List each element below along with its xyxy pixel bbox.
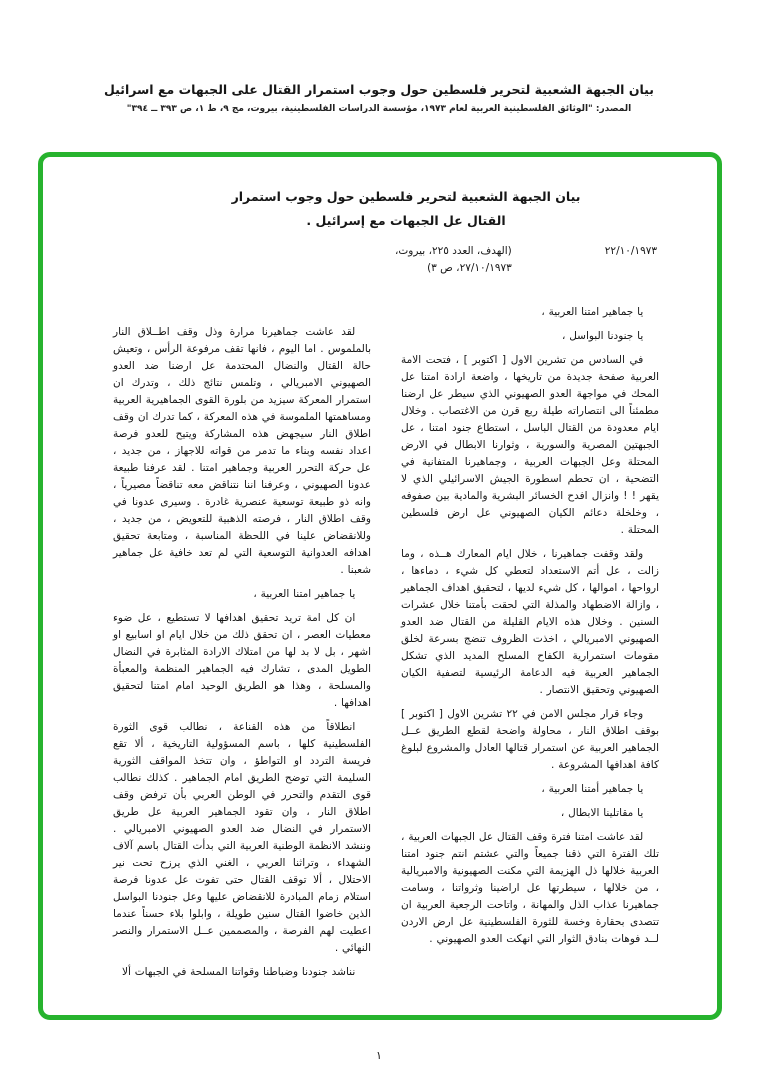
paragraph: لقد عاشت جماهيرنا مرارة وذل وقف اطــلاق النار بالملموس . اما اليوم ، فانها تقف مرفوعة الرأس ، وتعيش حالة القتال والنضال المحتدمة عل ارضنا ضد العدو الصهيوني الامبريالي ، وتلمس نتائج ذلك ، وتدرك ان استمرار المعركة سيزيد من بلورة القوى الجماهيرية العربية ومساهمتها الملموسة في هذه المعركة ، كما تدرك ان وقف اطلاق النار سيجهض هذه المشاركة ويتيح للعدو فرصة اعداد نفسه وبناء ما تدمر من قواته للاجهاز ، من جديد ، عل حركة التحرر العربية وجماهير امتنا . لقد عرفنا طبيعة عدونا الصهيوني ، وعرفنا اننا نتناقض معه تناقضاً مصيرياً ، وانه ذو طبيعة توسعية عنصرية غادرة . وسيرى عدونا في وقف اطلاق النار ، فرصته الذهبية للتعويض ، من جديد ، وللانقضاض علينا في اللحظة المناسبة ، ومتابعة تحقيق اهدافه العدوانية التوسعية التي لم تعد خافية عل جماهير شعبنا .	[113, 326, 371, 577]
paragraph: نناشد جنودنا وضباطنا وقواتنا المسلحة في الجبهات ألا	[122, 966, 356, 979]
paragraph: لقد عاشت امتنا فترة وقف القتال عل الجبهات العربية ، تلك الفترة التي ذقنا جميعاً والتي عشتم انتم جنود امتنا العربية خلالها ذل الهزيمة التي مكنت الصهيونية والامبريالية ، من خلالها ، سيطرتها عل اراضينا وثرواتنا ، وسامت جماهيرنا عذاب الذل والمهانة ، واتاحت الرجعية العربية ان تتصدى بحقارة وخسة للثورة الفلسطينية عل ارض الاردن لــد فوهات بنادق الثوار التي انهكت العدو الصهيوني .	[401, 831, 659, 946]
publication-citation	[395, 243, 512, 279]
date-row	[395, 243, 657, 279]
heading-line-2: القتال عل الجبهات مع إسرائيل .	[306, 212, 506, 228]
paragraph: يا مقاتلينا الابطال ،	[560, 807, 644, 820]
paragraph: انطلاقاً من هذه القناعة ، نطالب قوى الثورة الفلسطينية كلها ، باسم المسؤولية التاريخية ، ألا تقع فريسة التردد او التواطؤ ، وان تتخذ المواقف الثورية السليمة التي توضح الطريق امام الجماهير . كذلك نطالب قوى التقدم والتحرر في الوطن العربي بأن ترفض وقف اطلاق النار ، وان تقود الجماهير العربية عل طريق الاستمرار في النضال ضد العدو الصهيوني الامبريالي . وننشد الانظمة الوطنية العربية التي بدأت القتال باسم آلاف الشهداء ، وتراثنا العربي ، الغني الذي يرزح تحت نير الاحتلال ، ألا توقف القتال حتى تفوت عل عدونا فرصة استلام زمام المبادرة للانقضاض عليها وعل جنودنا البواسل الذين خاضوا القتال سنين طويلة ، وابلوا بلاء حسناً عندما اعطيت لهم الفرصة ، والمصممين عــل الاستمرار والنصر النهائي .	[113, 721, 371, 955]
paragraph: يا جماهير امتنا العربية ،	[253, 588, 356, 601]
paragraph: ان كل امة تريد تحقيق اهدافها لا تستطيع ، عل ضوء معطيات العصر ، ان تحقق ذلك من خلال ايام او اسابيع او اشهر ، بل لا بد لها من امتلاك الارادة المثابرة في النضال الطويل المدى ، تشارك فيه الجماهير المنظمة والمعبأة والمسلحة ، وهذا هو الطريق الوحيد امام امتنا لتحقيق اهدافها .	[113, 612, 371, 710]
source-citation: المصدر: "الوثائق الفلسطينية العربية لعام ١٩٧٣، مؤسسة الدراسات الفلسطينية، بيروت، مج ٩، ط ١، ص ٣٩٣ ــ ٣٩٤"	[126, 104, 632, 114]
column-right	[401, 304, 659, 988]
paragraph: يا جنودنا البواسل ،	[561, 330, 644, 343]
page-number: ١	[376, 1049, 382, 1062]
text-columns	[113, 304, 659, 988]
document-title: بيان الجبهة الشعبية لتحرير فلسطين حول وجوب استمرار القتال على الجبهات مع اسرائيل	[104, 82, 654, 97]
paragraph: وجاء قرار مجلس الامن في ٢٢ تشرين الاول [ اكتوبر ] بوقف اطلاق النار ، محاولة واضحة لقطع الطريق عــل الجماهير العربية عن استمرار قتالها العادل والمشروع لبلوغ كافة اهدافها المشروعة .	[401, 708, 659, 772]
document-date: ٢٢/١٠/١٩٧٣	[604, 244, 657, 257]
paragraph: يا جماهير أمتنا العربية ،	[541, 783, 644, 796]
citation-line-2: ٢٧/١٠/١٩٧٣، ص ٣)	[427, 262, 512, 275]
heading-line-1: بيان الجبهة الشعبية لتحرير فلسطين حول وجوب استمرار	[231, 189, 581, 204]
document-frame	[38, 152, 722, 1020]
paragraph: ولقد وقفت جماهيرنا ، خلال ايام المعارك هــذه ، وما زالت ، عل أتم الاستعداد لتعطي كل شيء ، دماءها ، ارواحها ، اموالها ، كل شيء لديها ، لتحقيق اهداف الجماهير ، وازالة الاضطهاد والمذلة التي لحقت بأمتنا خلال عشرات السنين . وخلال هذه الايام القليلة من القتال ضد العدو الصهيوني الامبريالي ، اخذت الظروف تنضج بسرعة لخلق مقومات استمرارية الكفاح المسلح المديد الذي تشكل الجماهير العربية فيه الدعامة الرئيسية لتصفية الكيان الصهيوني وتحقيق الانتصار .	[401, 548, 659, 697]
column-left	[113, 304, 371, 988]
paragraph: في السادس من تشرين الاول [ اكتوبر ] ، فتحت الامة العربية صفحة جديدة من تاريخها ، واضعة ارادة امتنا عل المحك في مواجهة العدو الصهيوني الذي سيطر عل ارضنا مطمئناً الى انتصاراته طيلة ربع قرن من الاغتصاب . وخلال ايام معدودة من القتال الباسل ، استطاع جنود امتنا ، عل الجبهتين المصرية والسورية ، وثوارنا الابطال في الارض المحتلة وعل الجبهات العربية ، وجماهيرنا المتفانية في التضحية ، ان تحطم اسطورة الجيش الاسرائيلي الذي لا يقهر ! ! وانزال افدح الخسائر البشرية والمادية بين صفوفه ، وخلخلة دعائم الكيان الصهيوني عل ارض فلسطين المحتلة .	[401, 354, 659, 537]
paragraph: يا جماهير امتنا العربية ،	[541, 306, 644, 319]
document-heading	[153, 185, 659, 233]
masthead	[0, 0, 758, 114]
citation-line-1: (الهدف، العدد ٢٢٥، بيروت،	[395, 244, 512, 257]
